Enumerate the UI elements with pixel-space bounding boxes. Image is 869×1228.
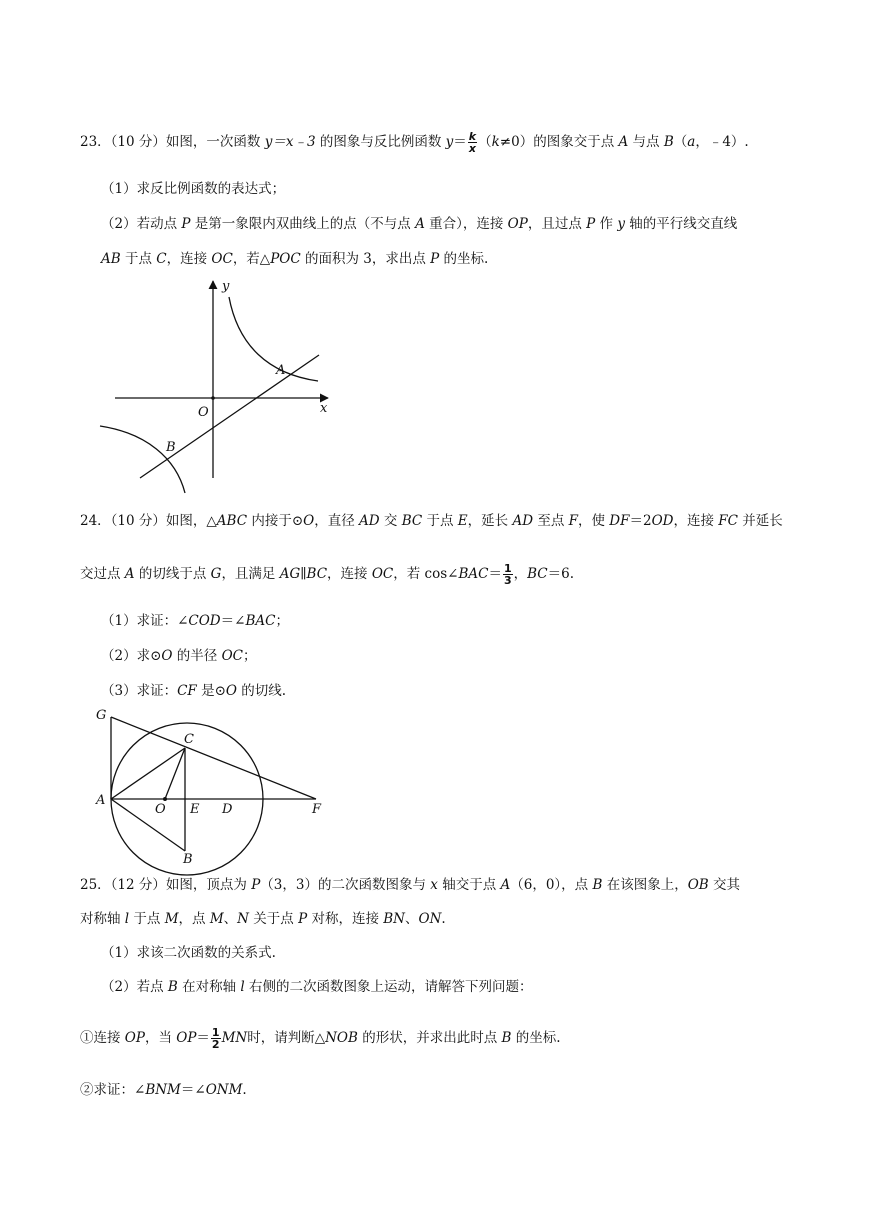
- q23-part1: （1）求反比例函数的表达式；: [101, 181, 286, 197]
- q24-part1: （1）求证：∠COD＝∠BAC；: [101, 613, 289, 629]
- label-A: A: [96, 793, 106, 808]
- segment-GF: [111, 717, 316, 799]
- q25-part1: （1）求该二次函数的关系式.: [101, 945, 276, 961]
- q25-sub1: ①连接 OP，当 OP＝ $\frac{1}{2}$ MN时，请判断△NOB 的形状，并求出此时点 B 的坐标.: [80, 1026, 561, 1051]
- segment-AB: [111, 799, 185, 851]
- label-B: B: [166, 440, 176, 455]
- label-E: E: [190, 802, 200, 817]
- q24-stem-cont: 交过点 A 的切线于点 G，且满足 AG∥BC，连接 OC，若 cos∠BAC＝ $\frac{1}{3}$ ，BC＝6.: [80, 562, 575, 587]
- label-O: O: [155, 802, 166, 817]
- label-B: B: [183, 852, 193, 867]
- label-F: F: [312, 802, 322, 817]
- q25-sub2: ②求证：∠BNM＝∠ONM.: [80, 1082, 247, 1098]
- q25-stem-cont: 对称轴 l 于点 M，点 M、N 关于点 P 对称，连接 BN、ON.: [80, 911, 446, 927]
- label-A: A: [276, 363, 286, 378]
- q24-stem: 24．（10 分）如图，△ABC 内接于⊙O，直径 AD 交 BC 于点 E，延长 AD 至点 F，使 DF＝2OD，连接 FC 并延长: [80, 513, 783, 529]
- label-y: y: [222, 279, 230, 294]
- fraction-one-half: $\frac{1}{2}$: [211, 1026, 220, 1051]
- label-G: G: [96, 708, 107, 723]
- q24-part3: （3）求证：CF 是⊙O 的切线.: [101, 683, 287, 699]
- q25-part2: （2）若点 B 在对称轴 l 右侧的二次函数图象上运动，请解答下列问题：: [101, 979, 533, 995]
- segment-AC: [111, 748, 185, 799]
- center-O-point: [163, 797, 167, 801]
- fraction-k-over-x: $\frac{k}{x}$: [468, 130, 477, 155]
- label-D: D: [222, 802, 233, 817]
- label-C: C: [184, 732, 194, 747]
- q23-stem: 23．（10 分）如图，一次函数 y＝x﹣3 的图象与反比例函数 y＝ $\frac{k}{x}$ （k≠0）的图象交于点 A 与点 B（a，﹣4）.: [80, 130, 749, 155]
- label-O: O: [198, 405, 209, 420]
- q23-part2-cont: AB 于点 C，连接 OC，若△POC 的面积为 3，求出点 P 的坐标.: [101, 251, 489, 267]
- q23-part2: （2）若动点 P 是第一象限内双曲线上的点（不与点 A 重合），连接 OP，且过点 P 作 y 轴的平行线交直线: [101, 216, 738, 232]
- label-x: x: [320, 401, 328, 416]
- fraction-one-third: $\frac{1}{3}$: [503, 562, 512, 587]
- q24-part2: （2）求⊙O 的半径 OC；: [101, 648, 257, 664]
- q25-stem: 25．（12 分）如图，顶点为 P（3，3）的二次函数图象与 x 轴交于点 A（6，0），点 B 在该图象上，OB 交其: [80, 877, 740, 893]
